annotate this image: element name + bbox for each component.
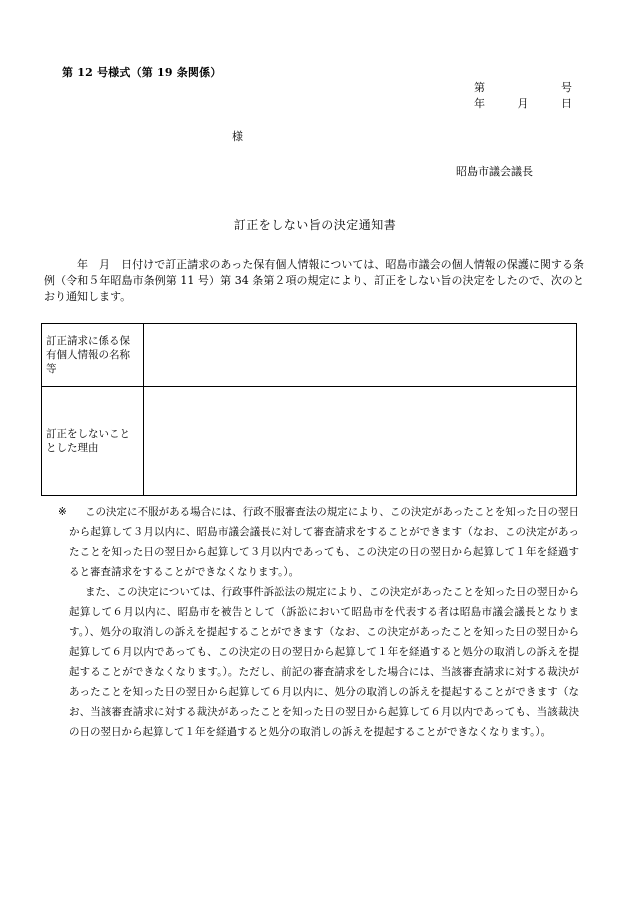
note-mark: ※ — [58, 506, 67, 518]
decision-details-table — [41, 323, 577, 496]
note-text-lawsuit: また、この決定については、行政事件訴訟法の規定により、この決定があったことを知った日の翌日から 起算して６月以内に、昭島市を被告として（訴訟において昭島市を代表する者は昭島市議会議長となります。）、処分の取消しの訴えを提起することができます（なお、この決定があったことを知った日の翌日から起算して６月以内であっても、この決定の日の翌日から起算して１年を経過すると処分の取消しの訴えを提起することができなくなります。）。ただし、前記の審査請求をした場合には、当該審査請求に対する裁決があったことを知った日の翌日から起算して６月以内に、処分の取消しの訴えを提起することができます（なお、当該審査請求に対する裁決があったことを知った日の翌日から起算して６月以内であっても、当該裁決の日の翌日から起算して１年を経過すると処分の取消しの訴えを提起することができなくなります。）。 — [69, 586, 590, 738]
date-year: 年 — [474, 97, 485, 110]
intro-paragraph: 年 月 日付けで訂正請求のあった保有個人情報については、昭島市議会の個人情報の保護に関する条例（令和５年昭島市条例第 11 号）第 34 条第２項の規定により、訂正をしない旨の決定をしたので、次のとおり通知します。 — [44, 258, 584, 303]
table-row — [42, 324, 577, 387]
note-text-appeal: この決定に不服がある場合には、行政不服審査法の規定により、この決定があったことを知った日の翌日から起算して３月以内に、昭島市議会議長に対して審査請求をすることができます（なお、この決定があったことを知った日の翌日から起算して３月以内であっても、この決定の日の翌日から起算して１年を経過すると審査請求をすることができなくなります。）。 — [69, 506, 579, 578]
document-date-line — [474, 96, 572, 112]
table-row — [42, 387, 577, 496]
number-prefix: 第 — [474, 81, 485, 94]
table-value-cell — [144, 324, 577, 387]
table-label-cell: 訂正請求に係る保有個人情報の名称等 — [42, 324, 144, 387]
note-paragraph — [58, 502, 579, 582]
document-number-block — [474, 80, 572, 112]
form-number: 第 12 号様式（第 19 条関係） — [62, 66, 222, 79]
sender-name: 昭島市議会議長 — [456, 165, 533, 178]
date-month: 月 — [517, 97, 529, 110]
recipient-honorific: 様 — [232, 130, 243, 143]
date-day: 日 — [561, 97, 572, 110]
table-value-cell — [144, 387, 577, 496]
number-suffix: 号 — [561, 81, 572, 94]
document-title: 訂正をしない旨の決定通知書 — [233, 218, 397, 232]
notes-section — [58, 502, 590, 742]
document-number-line — [474, 80, 572, 96]
table-label-cell: 訂正をしないこととした理由 — [42, 387, 144, 496]
